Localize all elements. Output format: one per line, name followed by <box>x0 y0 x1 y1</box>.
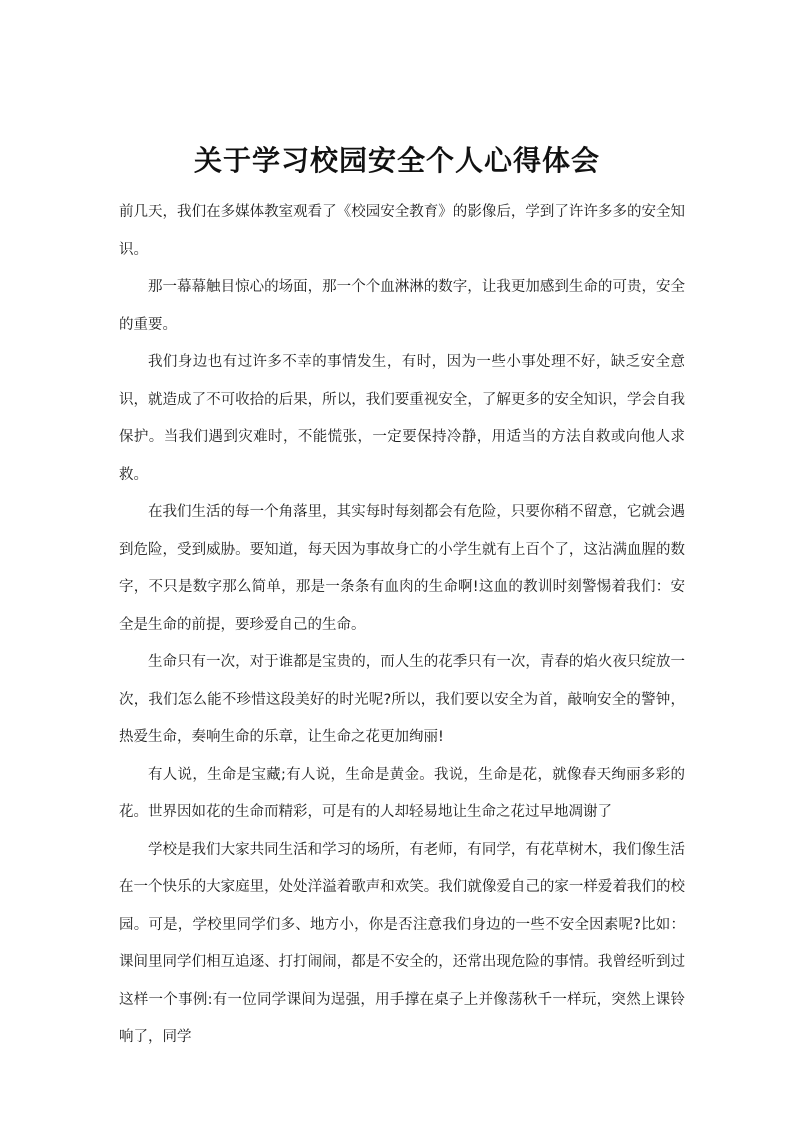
paragraph: 前几天，我们在多媒体教室观看了《校园安全教育》的影像后，学到了许许多多的安全知识。 <box>119 204 685 258</box>
page-title: 关于学习校园安全个人心得体会 <box>193 143 600 177</box>
paragraph: 在我们生活的每一个角落里，其实每时每刻都会有危险，只要你稍不留意，它就会遇到危险，受到威胁。要知道，每天因为事故身亡的小学生就有上百个了，这沾满血腥的数字，不只是数字那么简单，那是一条条有血肉的生命啊!这血的教训时刻警惕着我们：安全是生命的前提，要珍爱自己的生命。 <box>119 504 685 633</box>
paragraph: 学校是我们大家共同生活和学习的场所，有老师，有同学，有花草树木，我们像生活在一个快乐的大家庭里，处处洋溢着歌声和欢笑。我们就像爱自己的家一样爱着我们的校园。可是，学校里同学们多、地方小，你是否注意我们身边的一些不安全因素呢?比如：课间里同学们相互追逐、打打闹闹，都是不安全的，还常出现危险的事情。我曾经听到过这样一个事例:有一位同学课间为逞强，用手撑在桌子上并像荡秋千一样玩，突然上课铃响了，同学 <box>119 841 685 1045</box>
paragraph: 我们身边也有过许多不幸的事情发生，有时，因为一些小事处理不好，缺乏安全意识，就造成了不可收拾的后果，所以，我们要重视安全，了解更多的安全知识，学会自我保护。当我们遇到灾难时，不能慌张，一定要保持冷静，用适当的方法自救或向他人求救。 <box>119 354 685 483</box>
document-body <box>119 194 685 1057</box>
paragraph: 有人说，生命是宝藏;有人说，生命是黄金。我说，生命是花，就像春天绚丽多彩的花。世界因如花的生命而精彩，可是有的人却轻易地让生命之花过早地凋谢了 <box>119 766 685 820</box>
paragraph: 生命只有一次，对于谁都是宝贵的，而人生的花季只有一次，青春的焰火夜只绽放一次，我们怎么能不珍惜这段美好的时光呢?所以，我们要以安全为首，敲响安全的警钟，热爱生命，奏响生命的乐章，让生命之花更加绚丽! <box>119 654 685 745</box>
paragraph: 那一幕幕触目惊心的场面，那一个个血淋淋的数字，让我更加感到生命的可贵，安全的重要。 <box>119 279 685 333</box>
